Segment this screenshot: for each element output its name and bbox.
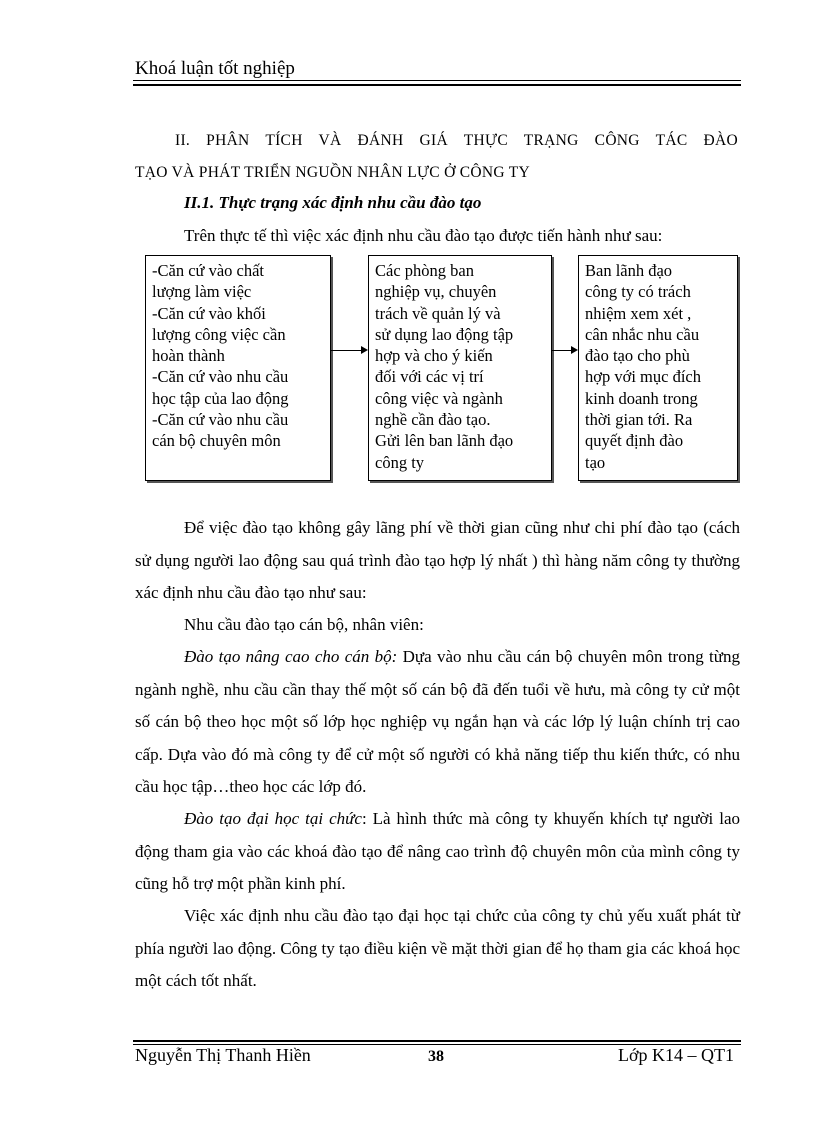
paragraph-text: Việc xác định nhu cầu đào tạo đại học tại chức của công ty chủ yếu xuất phát từ phía người lao động. Công ty tạo điều kiện về mặt thời gian để họ tham gia các khoá học một cách tốt nhất.: [135, 906, 740, 990]
intro-sentence: Trên thực tế thì việc xác định nhu cầu đào tạo được tiến hành như sau:: [184, 226, 663, 245]
paragraph-text: : Là hình thức mà công ty khuyến khích tự người lao động tham gia vào các khoá đào tạo để nâng cao trình độ chuyên môn của mình công ty cũng hỗ trợ một phần kinh phí.: [135, 809, 741, 893]
paragraph-text: Dựa vào nhu cầu cán bộ chuyên môn trong từng ngành nghề, nhu cầu cần thay thế một số cán bộ đã đến tuổi về hưu, mà công ty cử một số cán bộ theo học một số lớp học nghiệp vụ ngắn hạn và các lớp lý luận chính trị cao cấp. Dựa vào đó mà công ty để cử một số người có khả năng tiếp thu kiến thức, có nhu cầu học tập…theo học các lớp đó.: [135, 647, 740, 796]
header-rule: [133, 80, 741, 81]
paragraph: [135, 803, 740, 901]
footer-author: Nguyễn Thị Thanh Hiền: [135, 1045, 311, 1065]
flow-arrow-2: [552, 350, 572, 351]
arrowhead-icon: [361, 346, 368, 354]
flow-box-criteria: -Căn cứ vào chất lượng làm việc -Căn cứ vào khối lượng công việc cần hoàn thành -Căn cứ vào nhu cầu học tập của lao động -Căn cứ vào nhu cầu cán bộ chuyên môn: [145, 255, 331, 481]
paragraph-label: Đào tạo đại học tại chức: [184, 809, 362, 828]
paragraph-text: Để việc đào tạo không gây lãng phí về thời gian cũng như chi phí đào tạo (cách sử dụng người lao động sau quá trình đào tạo hợp lý nhất ) thì hàng năm công ty thường xác định nhu cầu đào tạo như sau:: [135, 518, 740, 602]
footer-rule-thick: [133, 1040, 741, 1042]
paragraph: [135, 512, 740, 610]
paragraph: [135, 900, 740, 998]
running-header: Khoá luận tốt nghiệp: [135, 58, 295, 79]
section-heading-line1: II. PHÂN TÍCH VÀ ĐÁNH GIÁ THỰC TRẠNG CÔNG TÁC ĐÀO: [175, 132, 738, 149]
paragraph-text: Nhu cầu đào tạo cán bộ, nhân viên:: [184, 615, 424, 634]
header-rule-thick: [133, 84, 741, 86]
section-heading-line2: TẠO VÀ PHÁT TRIỂN NGUỒN NHÂN LỰC Ở CÔNG TY: [135, 164, 531, 181]
footer-class: Lớp K14 – QT1: [617, 1045, 734, 1065]
flow-box-departments: Các phòng ban nghiệp vụ, chuyên trách về quản lý và sử dụng lao động tập hợp và cho ý kiến đối với các vị trí công việc và ngành nghề cần đào tạo. Gửi lên ban lãnh đạo công ty: [368, 255, 552, 481]
page-number: 38: [428, 1048, 444, 1065]
flow-box-leadership: Ban lãnh đạo công ty có trách nhiệm xem xét , cân nhắc nhu cầu đào tạo cho phù hợp với mục đích kinh doanh trong thời gian tới. Ra quyết định đào tạo: [578, 255, 738, 481]
paragraph-label: Đào tạo nâng cao cho cán bộ:: [184, 647, 398, 666]
flow-arrow-1: [331, 350, 362, 351]
paragraph: [135, 641, 740, 804]
arrowhead-icon: [571, 346, 578, 354]
subsection-heading: II.1. Thực trạng xác định nhu cầu đào tạo: [184, 193, 482, 212]
paragraph: [135, 609, 740, 642]
